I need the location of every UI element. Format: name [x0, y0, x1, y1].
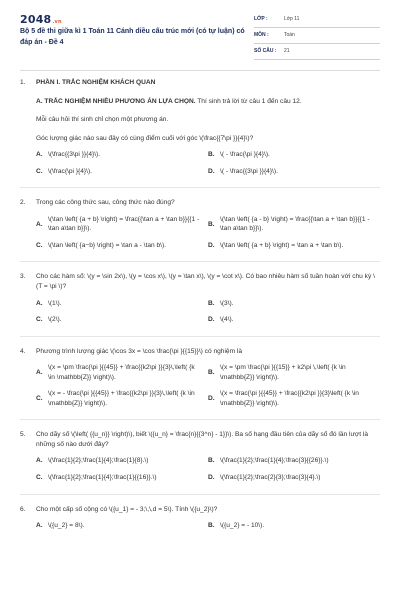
option-text: \( - \frac{\pi }{4}\). [220, 151, 270, 159]
question-number: 3. [20, 273, 26, 281]
option-text: \(\frac{{3\pi }}{4}\). [48, 151, 101, 159]
meta-row-subject [254, 28, 380, 44]
option-letter: D. [208, 474, 215, 482]
document-title: Bộ 5 đề thi giữa kì 1 Toán 11 Cánh diều cấu trúc mới (có tự luận) có đáp án - Đề 4 [20, 28, 245, 46]
meta-row-class [254, 12, 380, 28]
option-letter: A. [36, 220, 43, 228]
option-letter: A. [36, 457, 43, 465]
question-3 [20, 272, 380, 324]
question-number: 5. [20, 431, 26, 439]
question-5 [20, 430, 380, 482]
option-text: \(\frac{1}{2};\frac{1}{4};\frac{3}{{26}}.\) [220, 457, 329, 465]
option-letter: C. [36, 474, 43, 482]
site-logo[interactable] [20, 12, 62, 28]
option-row [36, 456, 380, 466]
option-a[interactable] [36, 150, 208, 160]
option-letter: C. [36, 241, 43, 249]
option-text: \(\tan \left( {a - b} \right) = \frac{{\tan a + \tan b}}{{1 - \tan a\tan b}}\). [220, 215, 370, 233]
question-text: Cho một cấp số cộng có \({u_1} = - 3;\,\,d = 5\). Tính \({u_2}\)? [36, 505, 218, 513]
logo-text: 2048 [20, 13, 52, 26]
option-a[interactable] [36, 299, 208, 309]
option-text: \({u_2} = - 10\). [220, 522, 265, 530]
option-b[interactable] [208, 215, 380, 234]
option-b[interactable] [208, 363, 380, 382]
question-number: 2. [20, 199, 26, 207]
option-text: \(x = \frac{\pi }{{45}} + \frac{{k2\pi }}{3}\left( {k \in \mathbb{Z}} \right)\). [220, 390, 359, 407]
option-text: \(\tan \left( {a−b} \right) = \tan a - \tan b\). [48, 241, 167, 249]
option-text: \(\frac{1}{2};\frac{2}{3};\frac{3}{4}.\) [220, 474, 321, 482]
option-letter: D. [208, 241, 215, 249]
option-b[interactable] [208, 299, 380, 309]
option-letter: B. [208, 368, 215, 376]
meta-value: 21 [284, 47, 290, 54]
exam-content [20, 78, 380, 531]
option-letter: D. [208, 395, 215, 403]
option-text: \(\tan \left( {a + b} \right) = \frac{{\tan a + \tan b}}{{1 - \tan a\tan b}}\). [48, 215, 200, 233]
question-text: Góc lượng giác nào sau đây có cùng điểm cuối với góc \(\frac{{7\pi }}{4}\)? [36, 134, 254, 142]
question-2 [20, 198, 380, 250]
document-meta [254, 12, 380, 60]
option-text: \(\frac{1}{2};\frac{1}{4};\frac{1}{8}.\) [48, 457, 149, 465]
option-letter: B. [208, 522, 215, 530]
option-text: \(x = \pm \frac{\pi }{{45}} + \frac{{k2\pi }}{3}\,\left( {k \in \mathbb{Z}} \right)\). [48, 364, 195, 381]
option-b[interactable] [208, 521, 380, 531]
header-divider [20, 70, 380, 71]
question-number: 4. [20, 347, 26, 355]
option-d[interactable] [208, 315, 380, 325]
meta-row-count [254, 44, 380, 60]
option-c[interactable] [36, 473, 208, 483]
option-row [36, 167, 380, 177]
meta-value: Lớp 11 [284, 15, 300, 22]
option-c[interactable] [36, 167, 208, 177]
option-b[interactable] [208, 150, 380, 160]
section-heading [36, 97, 380, 107]
question-separator [20, 261, 380, 262]
option-letter: B. [208, 220, 215, 228]
question-text: Phương trình lượng giác \(\cos 3x = \cos \frac{\pi }{{15}}\) có nghiệm là [36, 347, 243, 355]
question-number: 6. [20, 505, 26, 513]
option-text: \(\frac{\pi }{4}\). [48, 167, 92, 175]
page-header [0, 0, 400, 68]
option-a[interactable] [36, 363, 208, 382]
option-d[interactable] [208, 241, 380, 251]
meta-key: SỐ CÂU : [254, 47, 277, 54]
option-text: \( - \frac{{3\pi }}{4}\). [220, 167, 278, 175]
option-letter: C. [36, 395, 43, 403]
option-a[interactable] [36, 521, 208, 531]
question-1 [20, 78, 380, 176]
question-separator [20, 419, 380, 420]
meta-key: LỚP : [254, 15, 268, 22]
option-letter: D. [208, 316, 215, 324]
option-letter: A. [36, 151, 43, 159]
question-text: Cho dãy số \(\left( {{u_n}} \right)\), biết \({u_n} = \frac{n}{{3^n} - 1}}\). Ba số hạng đầu tiên của dãy số đó lần lượt là những số nào dưới đây? [36, 431, 369, 448]
option-c[interactable] [36, 315, 208, 325]
option-row [36, 363, 380, 382]
option-d[interactable] [208, 389, 380, 408]
option-a[interactable] [36, 456, 208, 466]
question-separator [20, 187, 380, 188]
option-letter: C. [36, 316, 43, 324]
section-title: A. TRẮC NGHIỆM NHIỀU PHƯƠNG ÁN LỰA CHỌN. [36, 97, 196, 105]
option-letter: B. [208, 151, 215, 159]
section-description: Thí sinh trả lời từ câu 1 đến câu 12. [195, 97, 302, 105]
option-row [36, 389, 380, 408]
option-text: \(x = \pm \frac{\pi }{{15}} + k2\pi \,\left( {k \in \mathbb{Z}} \right)\). [220, 364, 346, 381]
question-6 [20, 505, 380, 531]
option-row [36, 215, 380, 234]
option-row [36, 299, 380, 309]
logo-suffix: .vn [52, 19, 62, 25]
option-b[interactable] [208, 456, 380, 466]
option-row [36, 315, 380, 325]
option-row [36, 241, 380, 251]
option-letter: A. [36, 299, 43, 307]
option-text: \({u_2} = 8\). [48, 522, 85, 530]
question-separator [20, 494, 380, 495]
option-text: \(3\). [220, 299, 234, 307]
option-text: \(\tan \left( {a + b} \right) = \tan a + \tan b\). [220, 241, 344, 249]
option-letter: A. [36, 522, 43, 530]
option-text: \(x = - \frac{\pi }{{45}} + \frac{{k2\pi }}{3}\,\left( {k \in \mathbb{Z}} \right)\). [48, 390, 195, 407]
option-letter: A. [36, 368, 43, 376]
option-letter: B. [208, 299, 215, 307]
option-c[interactable] [36, 389, 208, 408]
option-row [36, 521, 380, 531]
instruction-text: Mỗi câu hỏi thí sinh chỉ chọn một phương án. [36, 116, 169, 124]
option-letter: C. [36, 167, 43, 175]
option-letter: D. [208, 167, 215, 175]
option-letter: B. [208, 457, 215, 465]
option-text: \(\frac{1}{2};\frac{1}{4};\frac{1}{{16}}.\) [48, 474, 157, 482]
option-row [36, 150, 380, 160]
meta-value: Toán [284, 31, 295, 38]
question-separator [20, 336, 380, 337]
option-d[interactable] [208, 473, 380, 483]
question-text: Trong các công thức sau, công thức nào đúng? [36, 199, 175, 207]
option-c[interactable] [36, 241, 208, 251]
question-number: 1. [20, 79, 26, 86]
meta-key: MÔN : [254, 31, 269, 38]
option-text: \(4\). [220, 316, 234, 324]
part-title: PHẦN I. TRẮC NGHIỆM KHÁCH QUAN [36, 79, 156, 86]
option-row [36, 473, 380, 483]
question-4 [20, 347, 380, 409]
option-text: \(1\). [48, 299, 62, 307]
option-a[interactable] [36, 215, 208, 234]
question-text: Cho các hàm số: \(y = \sin 2x\), \(y = \cos x\), \(y = \tan x\), \(y = \cot x\). Có bao nhiêu hàm số tuần hoàn với chu kỳ \(T = \pi \)? [36, 273, 375, 291]
option-d[interactable] [208, 167, 380, 177]
option-text: \(2\). [48, 316, 62, 324]
